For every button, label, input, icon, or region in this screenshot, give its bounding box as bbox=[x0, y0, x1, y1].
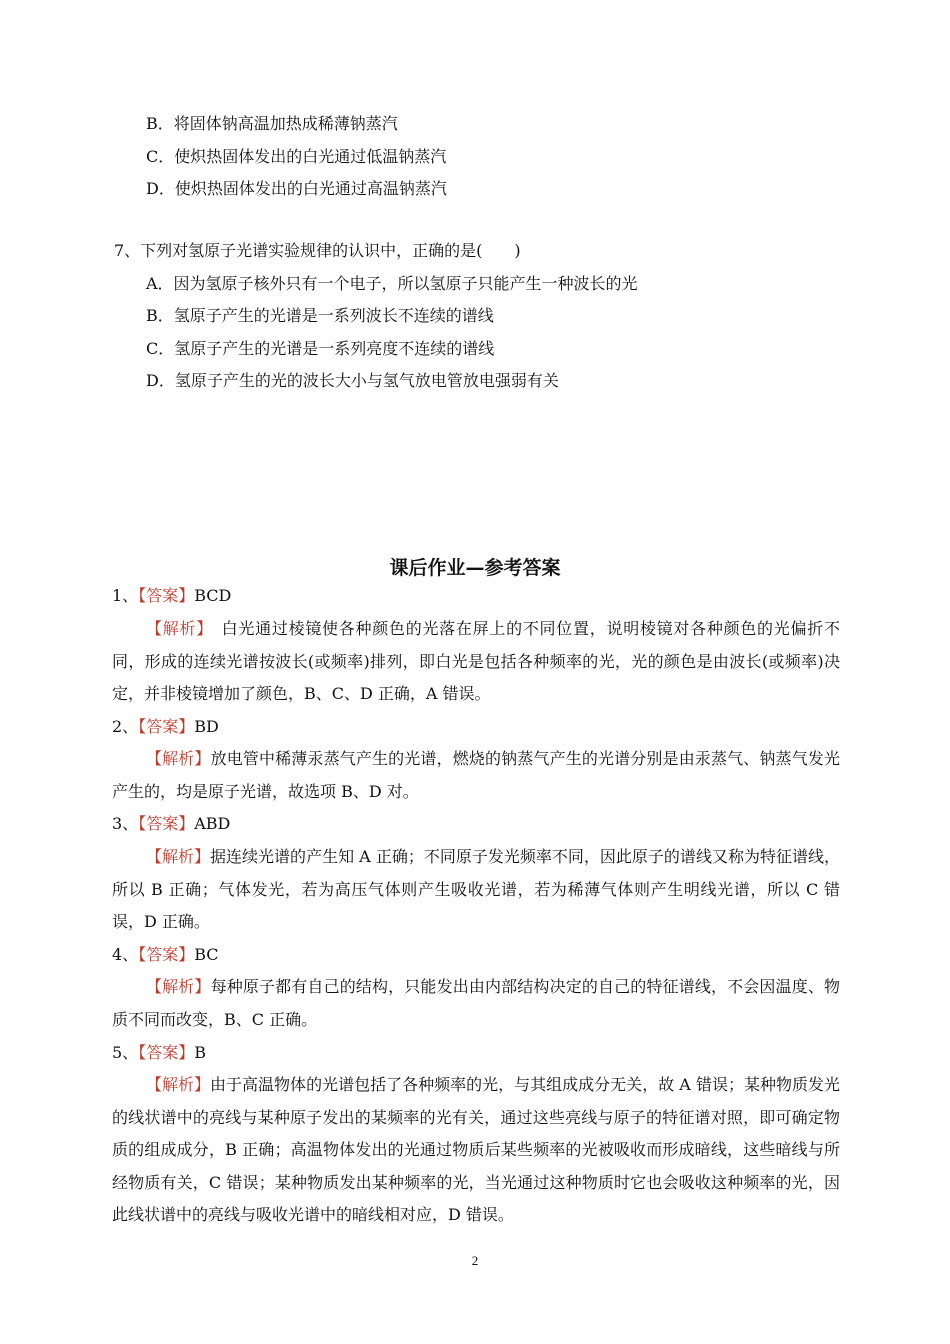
analysis-text: 放电管中稀薄汞蒸气产生的光谱，燃烧的钠蒸气产生的光谱分别是由汞蒸气、钠蒸气发光产生的，均是原子光谱，故选项 B、D 对。 bbox=[112, 749, 840, 801]
analysis-text: 每种原子都有自己的结构，只能发出由内部结构决定的自己的特征谱线，不会因温度、物质不同而改变，B、C 正确。 bbox=[112, 977, 840, 1029]
answer-tag: 【答案】 bbox=[138, 717, 195, 736]
analysis-tag: 【解析】 bbox=[146, 847, 211, 866]
analysis-tag: 【解析】 bbox=[146, 749, 211, 768]
page-number: 2 bbox=[471, 1253, 479, 1268]
answer-tag: 【答案】 bbox=[138, 1043, 195, 1062]
answer-2-header bbox=[112, 716, 219, 738]
analysis-tag: 【解析】 bbox=[146, 1075, 211, 1094]
answer-value: BC bbox=[194, 945, 219, 964]
analysis-tag: 【解析】 bbox=[146, 619, 205, 638]
answer-4-analysis bbox=[112, 971, 840, 1036]
answer-5-header bbox=[112, 1042, 206, 1064]
answer-value: B bbox=[194, 1043, 206, 1062]
q6-option-b: B．将固体钠高温加热成稀薄钠蒸汽 bbox=[146, 114, 398, 133]
answer-1-header bbox=[112, 585, 231, 607]
answer-value: BCD bbox=[194, 586, 232, 605]
answer-number: 5、 bbox=[112, 1043, 139, 1062]
answer-tag: 【答案】 bbox=[138, 945, 195, 964]
answer-tag: 【答案】 bbox=[138, 586, 195, 605]
answer-4-header bbox=[112, 944, 219, 966]
q7-stem: 7、下列对氢原子光谱实验规律的认识中，正确的是( ) bbox=[114, 241, 521, 260]
q7-option-a: A．因为氢原子核外只有一个电子，所以氢原子只能产生一种波长的光 bbox=[146, 274, 638, 293]
answer-5-analysis bbox=[112, 1069, 840, 1232]
answer-tag: 【答案】 bbox=[138, 814, 195, 833]
q7-option-b: B．氢原子产生的光谱是一系列波长不连续的谱线 bbox=[146, 306, 494, 325]
analysis-text: 据连续光谱的产生知 A 正确；不同原子发光频率不同，因此原子的谱线又称为特征谱线，所以 B 正确；气体发光，若为高压气体则产生吸收光谱，若为稀薄气体则产生明线光谱，所以 C 错误，D 正确。 bbox=[112, 847, 840, 932]
answer-value: ABD bbox=[194, 814, 231, 833]
answer-3-analysis bbox=[112, 841, 840, 939]
answer-value: BD bbox=[194, 717, 219, 736]
answer-1-analysis bbox=[112, 613, 840, 711]
answers-title: 课后作业—参考答案 bbox=[389, 557, 561, 579]
q6-option-c: C．使炽热固体发出的白光通过低温钠蒸汽 bbox=[146, 147, 447, 166]
analysis-text: 由于高温物体的光谱包括了各种频率的光，与其组成成分无关，故 A 错误；某种物质发光的线状谱中的亮线与某种原子发出的某频率的光有关，通过这些亮线与原子的特征谱对照，即可确定物质的组成成分，B 正确；高温物体发出的光通过物质后某些频率的光被吸收而形成暗线，这些暗线与所经物质有关，C 错误；某种物质发出某种频率的光，当光通过这种物质时它也会吸收这种频率的光，因此线状谱中的亮线与吸收光谱中的暗线相对应，D 错误。 bbox=[112, 1075, 840, 1225]
answer-2-analysis bbox=[112, 743, 840, 808]
answer-number: 3、 bbox=[112, 814, 139, 833]
answer-number: 4、 bbox=[112, 945, 139, 964]
analysis-text: 白光通过棱镜使各种颜色的光落在屏上的不同位置，说明棱镜对各种颜色的光偏折不同，形成的连续光谱按波长(或频率)排列，即白光是包括各种频率的光，光的颜色是由波长(或频率)决定，并非棱镜增加了颜色，B、C、D 正确，A 错误。 bbox=[112, 619, 840, 704]
q7-option-c: C．氢原子产生的光谱是一系列亮度不连续的谱线 bbox=[146, 339, 495, 358]
q7-option-d: D．氢原子产生的光的波长大小与氢气放电管放电强弱有关 bbox=[146, 371, 559, 390]
answer-3-header bbox=[112, 813, 230, 835]
q6-option-d: D．使炽热固体发出的白光通过高温钠蒸汽 bbox=[146, 179, 447, 198]
answer-number: 1、 bbox=[112, 586, 139, 605]
answer-number: 2、 bbox=[112, 717, 139, 736]
analysis-tag: 【解析】 bbox=[146, 977, 211, 996]
